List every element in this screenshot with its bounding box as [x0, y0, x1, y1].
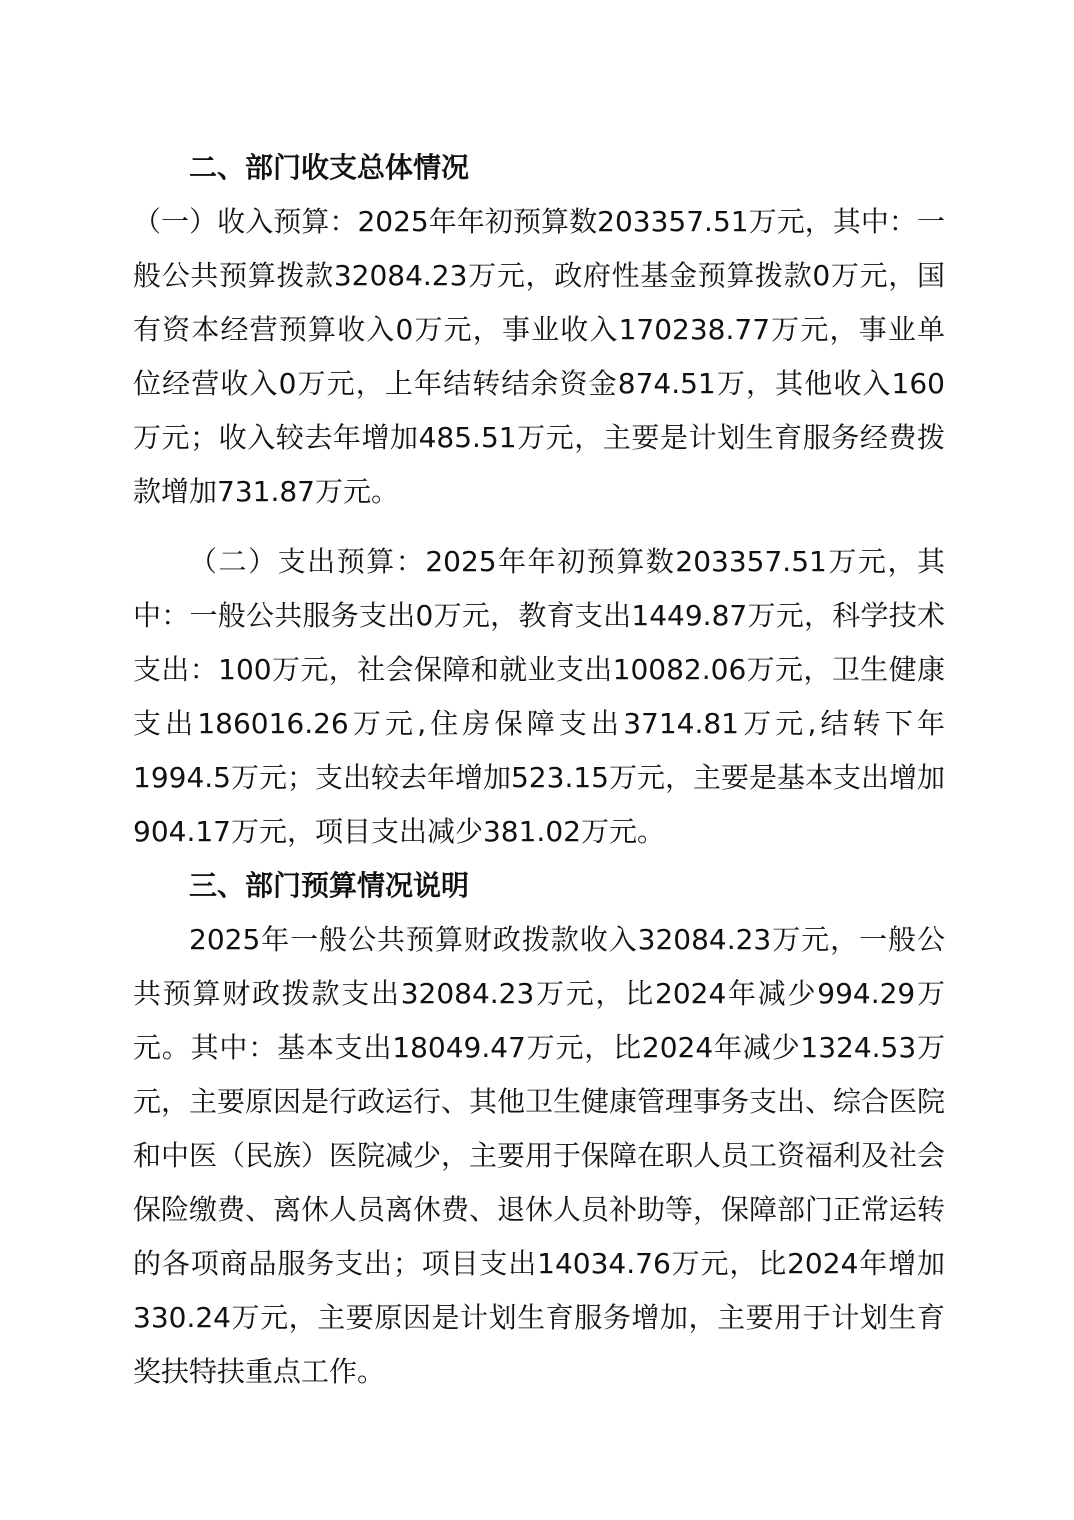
section-heading-budget: 三、部门预算情况说明 — [189, 869, 470, 902]
document-body — [133, 141, 945, 1399]
expense-budget-paragraph: （二）支出预算：2025年年初预算数203357.51万元，其中：一般公共服务支出0万元，教育支出1449.87万元，科学技术支出：100万元，社会保障和就业支出10082.06万元，卫生健康支出186016.26万元,住房保障支出3714.81万元,结转下年1994.5万元；支出较去年增加523.15万元，主要是基本支出增加904.17万元，项目支出减少381.02万元。 — [133, 545, 945, 848]
income-budget-paragraph: （一）收入预算：2025年年初预算数203357.51万元，其中：一般公共预算拨款32084.23万元，政府性基金预算拨款0万元，国有资本经营预算收入0万元，事业收入170238.77万元，事业单位经营收入0万元，上年结转结余资金874.51万，其他收入160万元；收入较去年增加485.51万元，主要是计划生育服务经费拨款增加731.87万元。 — [133, 205, 945, 508]
budget-explanation-paragraph: 2025年一般公共预算财政拨款收入32084.23万元，一般公共预算财政拨款支出32084.23万元，比2024年减少994.29万元。其中：基本支出18049.47万元，比2024年减少1324.53万元，主要原因是行政运行、其他卫生健康管理事务支出、综合医院和中医（民族）医院减少，主要用于保障在职人员工资福利及社会保险缴费、离休人员离休费、退休人员补助等，保障部门正常运转的各项商品服务支出；项目支出14034.76万元，比2024年增加330.24万元，主要原因是计划生育服务增加，主要用于计划生育奖扶特扶重点工作。 — [133, 923, 946, 1388]
section-heading-overall: 二、部门收支总体情况 — [189, 151, 470, 184]
